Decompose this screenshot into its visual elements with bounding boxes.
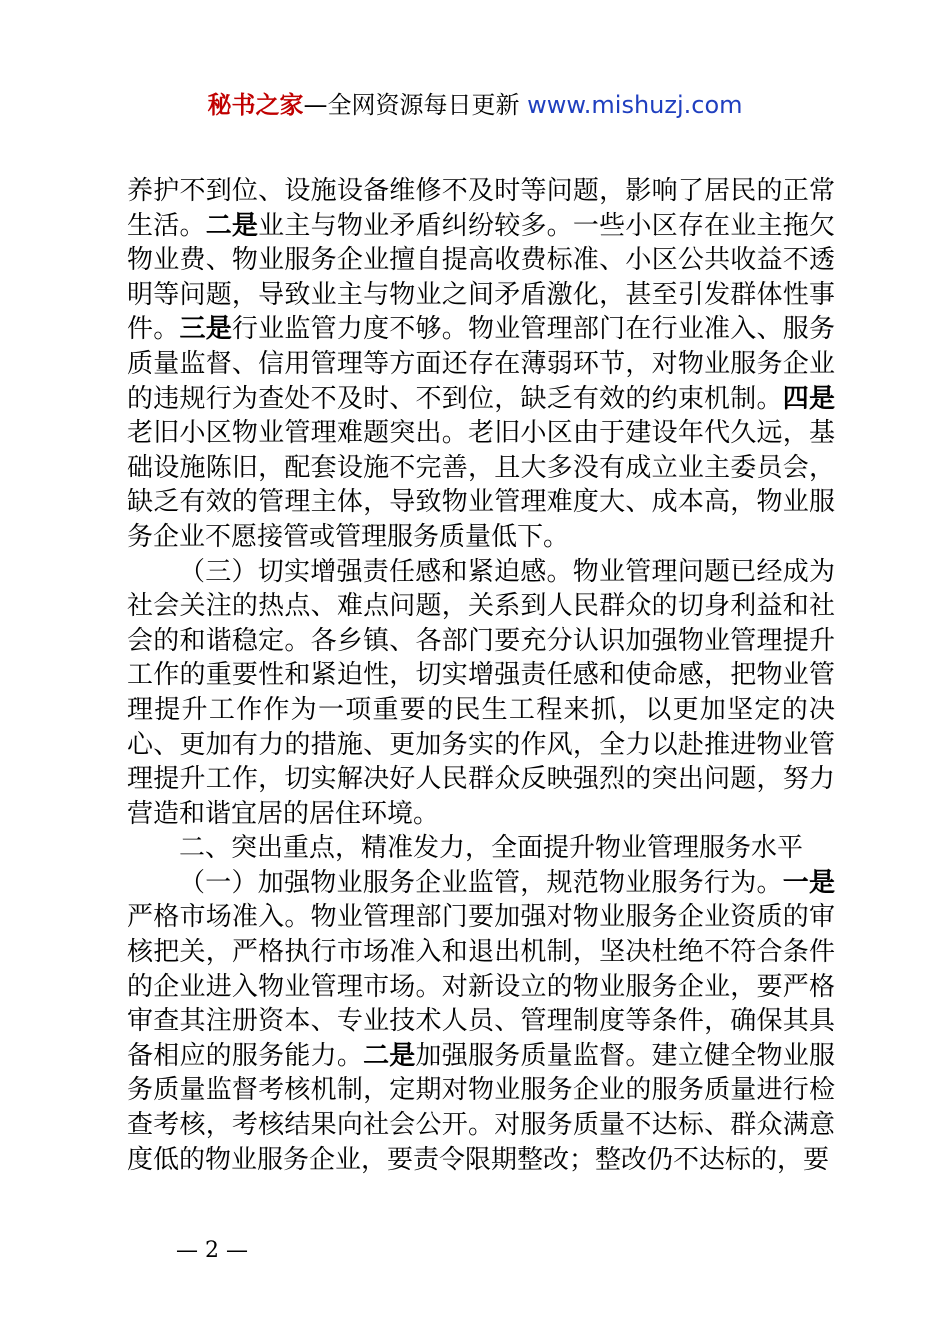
page-number: — 2 —: [176, 1238, 248, 1263]
paragraph-text: 养护不到位、设施设备维修不及时等问题，影响了居民的正常生活。: [127, 176, 835, 241]
bold-marker: 三是: [179, 314, 232, 345]
paragraph-responsibility: （三）切实增强责任感和紧迫感。物业管理问题已经成为社会关注的热点、难点问题，关系到人民群众的切身利益和社会的和谐稳定。各乡镇、各部门要充分认识加强物业管理提升工作的重要性和紧迫性，切实增强责任感和使命感，把物业管理提升工作作为一项重要的民生工程来抓，以更加坚定的决心、更加有力的措施、更加务实的作风，全力以赴推进物业管理提升工作，切实解决好人民群众反映强烈的突出问题，努力营造和谐宜居的居住环境。: [127, 556, 835, 829]
paragraph-text: 加强服务质量监督。建立健全物业服务质量监督考核机制，定期对物业服务企业的服务质量进行检查考核，考核结果向社会公开。对服务质量不达标、群众满意度低的物业服务企业，要责令限期整改；整改仍不达标的，要: [127, 1040, 835, 1175]
bold-marker: 四是: [782, 383, 835, 414]
paragraph-text: 业主与物业矛盾纠纷较多。一些小区存在业主拖欠物业费、物业服务企业擅自提高收费标准、小区公共收益不透明等问题，导致业主与物业之间矛盾激化，甚至引发群体性事件。: [127, 210, 835, 345]
site-url[interactable]: www.mishuzj.com: [527, 91, 743, 119]
paragraph-supervision: [127, 866, 835, 1177]
paragraph-text: 严格市场准入。物业管理部门要加强对物业服务企业资质的审核把关，严格执行市场准入和退出机制，坚决杜绝不符合条件的企业进入物业管理市场。对新设立的物业服务企业，要严格审查其注册资本、专业技术人员、管理制度等条件，确保其具备相应的服务能力。: [127, 902, 835, 1071]
site-header: [0, 88, 950, 122]
bold-marker: 二是: [363, 1040, 416, 1071]
paragraph-text: 行业监管力度不够。物业管理部门在行业准入、服务质量监督、信用管理等方面还存在薄弱环节，对物业服务企业的违规行为查处不及时、不到位，缺乏有效的约束机制。: [127, 314, 835, 414]
bold-marker: 二是: [205, 210, 259, 241]
paragraph-problems: [127, 174, 835, 555]
bold-marker: 一是: [782, 867, 835, 898]
section-heading: 二、突出重点，精准发力，全面提升物业管理服务水平: [179, 833, 804, 864]
paragraph-text: （一）加强物业服务企业监管，规范物业服务行为。: [179, 867, 783, 898]
brand-name: 秘书之家: [207, 91, 304, 119]
paragraph-text: 老旧小区物业管理难题突出。老旧小区由于建设年代久远，基础设施陈旧，配套设施不完善，且大多没有成立业主委员会，缺乏有效的管理主体，导致物业管理难度大、成本高，物业服务企业不愿接管或管理服务质量低下。: [127, 418, 835, 552]
document-body: [127, 174, 835, 1177]
header-slogan: —全网资源每日更新: [303, 91, 528, 119]
